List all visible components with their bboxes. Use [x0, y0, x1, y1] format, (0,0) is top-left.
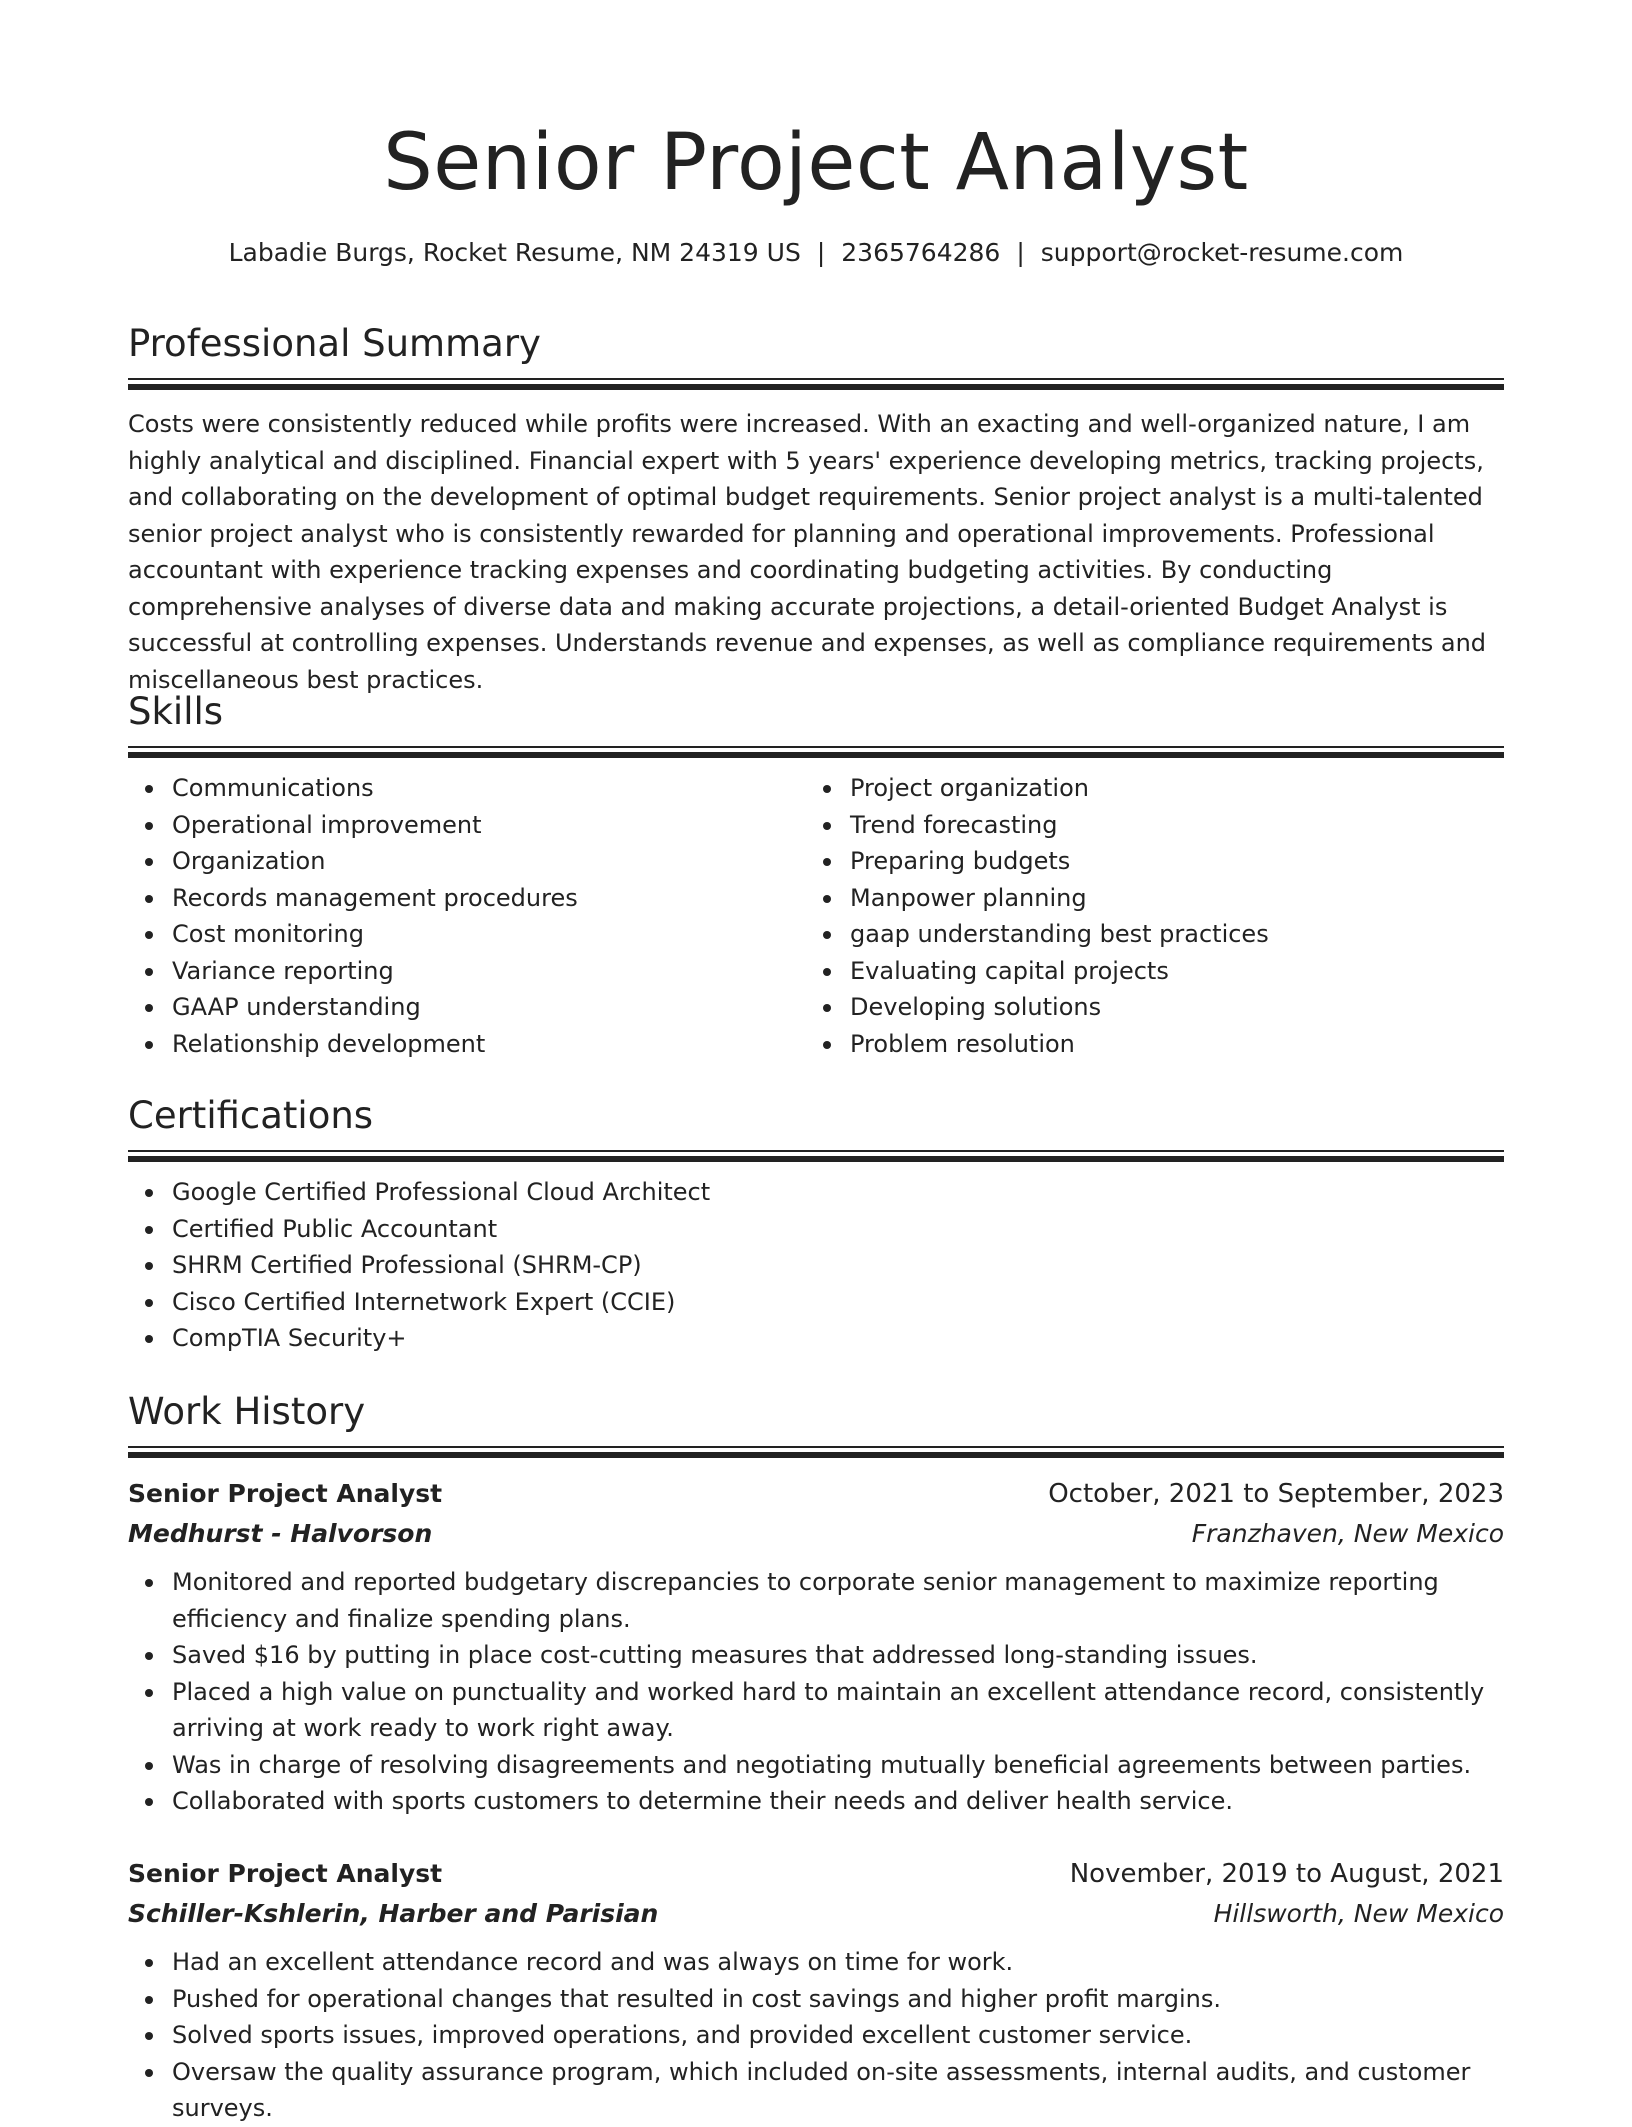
skills-section	[128, 688, 1504, 1062]
skills-column-right	[806, 770, 1484, 1062]
contact-email: support@rocket-resume.com	[1040, 238, 1404, 267]
contact-line	[128, 238, 1504, 267]
skill-item: Trend forecasting	[850, 807, 1484, 844]
job-duties	[128, 1944, 1504, 2127]
job-duty-item: Collaborated with sports customers to determine their needs and deliver health service.	[172, 1783, 1504, 1820]
resume-title: Senior Project Analyst	[383, 118, 1249, 208]
summary-section	[128, 320, 1504, 698]
job-duty-item: Placed a high value on punctuality and worked hard to maintain an excellent attendance record, consistently arriving at work ready to work right away.	[172, 1674, 1504, 1747]
contact-phone: 2365764286	[841, 238, 1001, 267]
skill-item: GAAP understanding	[172, 989, 806, 1026]
skill-item: Organization	[172, 843, 806, 880]
skills-column-left	[128, 770, 806, 1062]
skill-item: Preparing budgets	[850, 843, 1484, 880]
skill-item: Project organization	[850, 770, 1484, 807]
skill-item: Operational improvement	[172, 807, 806, 844]
job-duties	[128, 1564, 1504, 1820]
skill-item: Variance reporting	[172, 953, 806, 990]
section-divider	[128, 1150, 1504, 1162]
job-title: Senior Project Analyst	[128, 1479, 443, 1508]
skill-item: gaap understanding best practices	[850, 916, 1484, 953]
job-duty-item: Saved $16 by putting in place cost-cutting measures that addressed long-standing issues.	[172, 1637, 1504, 1674]
job-dates: October, 2021 to September, 2023	[1048, 1479, 1504, 1509]
certification-item: CompTIA Security+	[172, 1320, 1504, 1357]
skills-columns	[128, 770, 1504, 1062]
section-title-summary: Professional Summary	[128, 322, 541, 365]
section-divider	[128, 378, 1504, 390]
job-duty-item: Pushed for operational changes that resulted in cost savings and higher profit margins.	[172, 1981, 1504, 2018]
certifications-list	[128, 1174, 1504, 1357]
section-title-work-history: Work History	[128, 1390, 366, 1433]
section-divider	[128, 1446, 1504, 1458]
section-title-certifications: Certifications	[128, 1094, 374, 1137]
skill-item: Cost monitoring	[172, 916, 806, 953]
job-duty-item: Had an excellent attendance record and was always on time for work.	[172, 1944, 1504, 1981]
certification-item: Cisco Certified Internetwork Expert (CCIE)	[172, 1284, 1504, 1321]
skill-item: Relationship development	[172, 1026, 806, 1063]
certifications-section	[128, 1092, 1504, 1357]
job-dates: November, 2019 to August, 2021	[1069, 1859, 1504, 1889]
job-entry	[128, 1474, 1504, 1820]
certification-item: Certified Public Accountant	[172, 1211, 1504, 1248]
job-company: Medhurst - Halvorson	[128, 1519, 433, 1548]
job-title: Senior Project Analyst	[128, 1859, 443, 1888]
skill-item: Developing solutions	[850, 989, 1484, 1026]
certification-item: SHRM Certified Professional (SHRM-CP)	[172, 1247, 1504, 1284]
summary-text: Costs were consistently reduced while profits were increased. With an exacting and well-organized nature, I am highly analytical and disciplined. Financial expert with 5 years' experience developing metrics, tracking projects, and collaborating on the development of optimal budget requirements. Senior project analyst is a multi-talented senior project analyst who is consistently rewarded for planning and operational improvements. Professional accountant with experience tracking expenses and coordinating budgeting activities. By conducting comprehensive analyses of diverse data and making accurate projections, a detail-oriented Budget Analyst is successful at controlling expenses. Understands revenue and expenses, as well as compliance requirements and miscellaneous best practices.	[128, 410, 1487, 694]
contact-address: Labadie Burgs, Rocket Resume, NM 24319 US	[228, 238, 801, 267]
job-duty-item: Was in charge of resolving disagreements and negotiating mutually beneficial agreements between parties.	[172, 1747, 1504, 1784]
job-location: Hillsworth, New Mexico	[1213, 1899, 1504, 1928]
contact-separator: |	[816, 238, 826, 267]
skill-item: Records management procedures	[172, 880, 806, 917]
work-history-section	[128, 1388, 1504, 1458]
job-company: Schiller-Kshlerin, Harber and Parisian	[128, 1899, 659, 1928]
certification-item: Google Certified Professional Cloud Architect	[172, 1174, 1504, 1211]
skill-item: Evaluating capital projects	[850, 953, 1484, 990]
section-title-skills: Skills	[128, 690, 224, 733]
contact-separator: |	[1016, 238, 1025, 267]
section-divider	[128, 746, 1504, 758]
skill-item: Manpower planning	[850, 880, 1484, 917]
skill-item: Problem resolution	[850, 1026, 1484, 1063]
job-location: Franzhaven, New Mexico	[1191, 1519, 1504, 1548]
job-entry	[128, 1854, 1504, 2127]
job-duty-item: Oversaw the quality assurance program, which included on-site assessments, internal audits, and customer surveys.	[172, 2054, 1504, 2127]
job-duty-item: Solved sports issues, improved operations, and provided excellent customer service.	[172, 2017, 1504, 2054]
job-duty-item: Monitored and reported budgetary discrepancies to corporate senior management to maximize reporting efficiency and finalize spending plans.	[172, 1564, 1504, 1637]
skill-item: Communications	[172, 770, 806, 807]
